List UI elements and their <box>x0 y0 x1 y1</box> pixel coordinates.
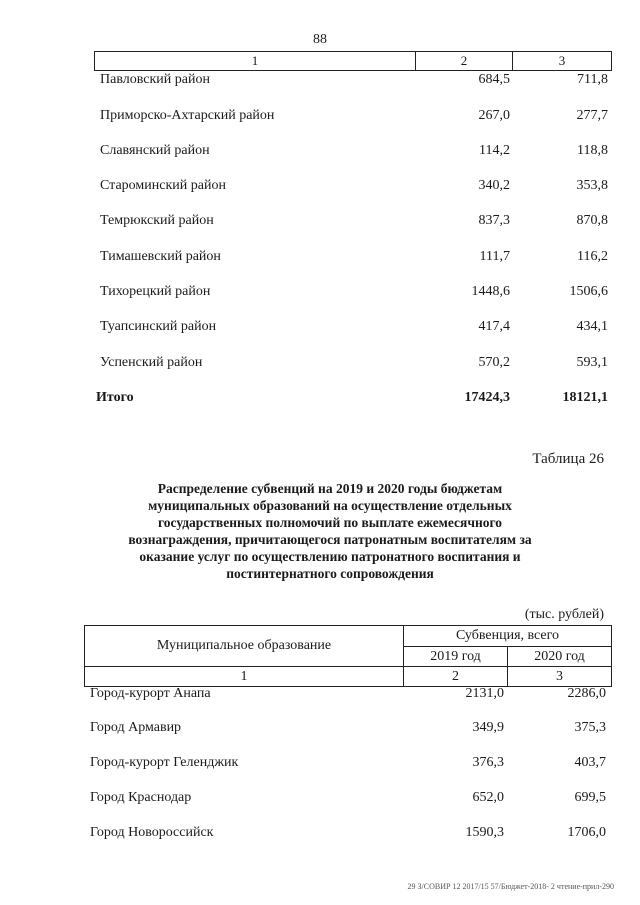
col-2019: 2019 год <box>404 647 508 667</box>
row-2020: 1506,6 <box>569 284 608 299</box>
row-2020: 403,7 <box>574 755 606 770</box>
col-num-1: 1 <box>85 667 404 686</box>
row-2020: 375,3 <box>574 720 606 735</box>
row-name: Приморско-Ахтарский район <box>100 108 275 123</box>
row-2019: 1448,6 <box>471 284 510 299</box>
row-2019: 114,2 <box>479 143 510 158</box>
row-2020: 2286,0 <box>567 686 606 701</box>
table-row <box>0 319 640 339</box>
row-name: Город Армавир <box>90 720 182 735</box>
row-name: Темрюкский район <box>100 213 214 228</box>
row-2020: 711,8 <box>577 72 608 87</box>
row-2019: 417,4 <box>478 319 510 334</box>
table-row <box>0 755 640 775</box>
row-2019: 2131,0 <box>465 686 504 701</box>
table-row <box>0 355 640 375</box>
col-2020: 2020 год <box>508 647 611 667</box>
row-name: Город Новороссийск <box>90 825 214 840</box>
row-2020: 699,5 <box>574 790 606 805</box>
table1-header-col3: 3 <box>558 53 566 68</box>
row-name: Тимашевский район <box>100 249 221 264</box>
table1-header <box>94 51 612 71</box>
row-2019: 340,2 <box>478 178 510 193</box>
col-num-3: 3 <box>556 669 563 684</box>
total-row <box>0 390 640 410</box>
table-row <box>0 790 640 810</box>
row-2020: 434,1 <box>576 319 608 334</box>
row-name: Город-курорт Геленджик <box>90 755 239 770</box>
row-2019: 684,5 <box>478 72 510 87</box>
table-title: Распределение субвенций на 2019 и 2020 годы бюджетам муниципальных образований на осуществление отдельных государственных полномочий по выплате ежемесячного вознаграждения, причитающегося патронатным воспитателям за оказание услуг по осуществлению патронатного воспитания и постинтернатного сопровождения <box>128 481 532 581</box>
row-name: Староминский район <box>100 178 226 193</box>
table-row <box>0 143 640 163</box>
table-row <box>0 213 640 233</box>
table-row <box>0 284 640 304</box>
row-2020: 116,2 <box>577 249 608 264</box>
total-2019: 17424,3 <box>464 390 510 405</box>
page-number: 88 <box>313 32 327 47</box>
row-2019: 349,9 <box>472 720 504 735</box>
row-name: Город-курорт Анапа <box>90 686 211 701</box>
row-name: Туапсинский район <box>100 319 217 334</box>
row-2019: 1590,3 <box>465 825 504 840</box>
table1-header-col2: 2 <box>416 52 513 70</box>
table-row <box>0 178 640 198</box>
row-2019: 652,0 <box>472 790 504 805</box>
row-2020: 118,8 <box>577 143 608 158</box>
row-2020: 1706,0 <box>567 825 606 840</box>
table-row <box>0 825 640 845</box>
row-name: Павловский район <box>100 72 210 87</box>
table-row <box>0 108 640 128</box>
table-row <box>0 686 640 706</box>
row-2020: 593,1 <box>576 355 608 370</box>
row-2020: 277,7 <box>576 108 608 123</box>
row-2019: 267,0 <box>478 108 510 123</box>
table2-header <box>84 625 612 687</box>
table-row <box>0 249 640 269</box>
row-2019: 111,7 <box>479 249 510 264</box>
col-subvention: Субвенция, всего <box>404 626 611 647</box>
row-name: Город Краснодар <box>90 790 192 805</box>
table-row <box>0 72 640 92</box>
row-2019: 837,3 <box>478 213 510 228</box>
table1-header-col1: 1 <box>95 52 416 70</box>
units-label: (тыс. рублей) <box>524 607 604 622</box>
row-name: Славянский район <box>100 143 210 158</box>
table-label: Таблица 26 <box>532 451 604 467</box>
row-2019: 570,2 <box>478 355 510 370</box>
footer-stamp: 29 З/СОВИР 12 2017/15 57/Бюджет-2018- 2 чтение-прил-290 <box>407 882 614 891</box>
row-name: Успенский район <box>100 355 203 370</box>
col-municipality: Муниципальное образование <box>85 626 404 667</box>
total-2020: 18121,1 <box>562 390 608 405</box>
row-2020: 353,8 <box>576 178 608 193</box>
total-label: Итого <box>96 390 134 405</box>
row-name: Тихорецкий район <box>100 284 211 299</box>
row-2020: 870,8 <box>576 213 608 228</box>
col-num-2: 2 <box>404 667 508 686</box>
table-row <box>0 720 640 740</box>
row-2019: 376,3 <box>472 755 504 770</box>
